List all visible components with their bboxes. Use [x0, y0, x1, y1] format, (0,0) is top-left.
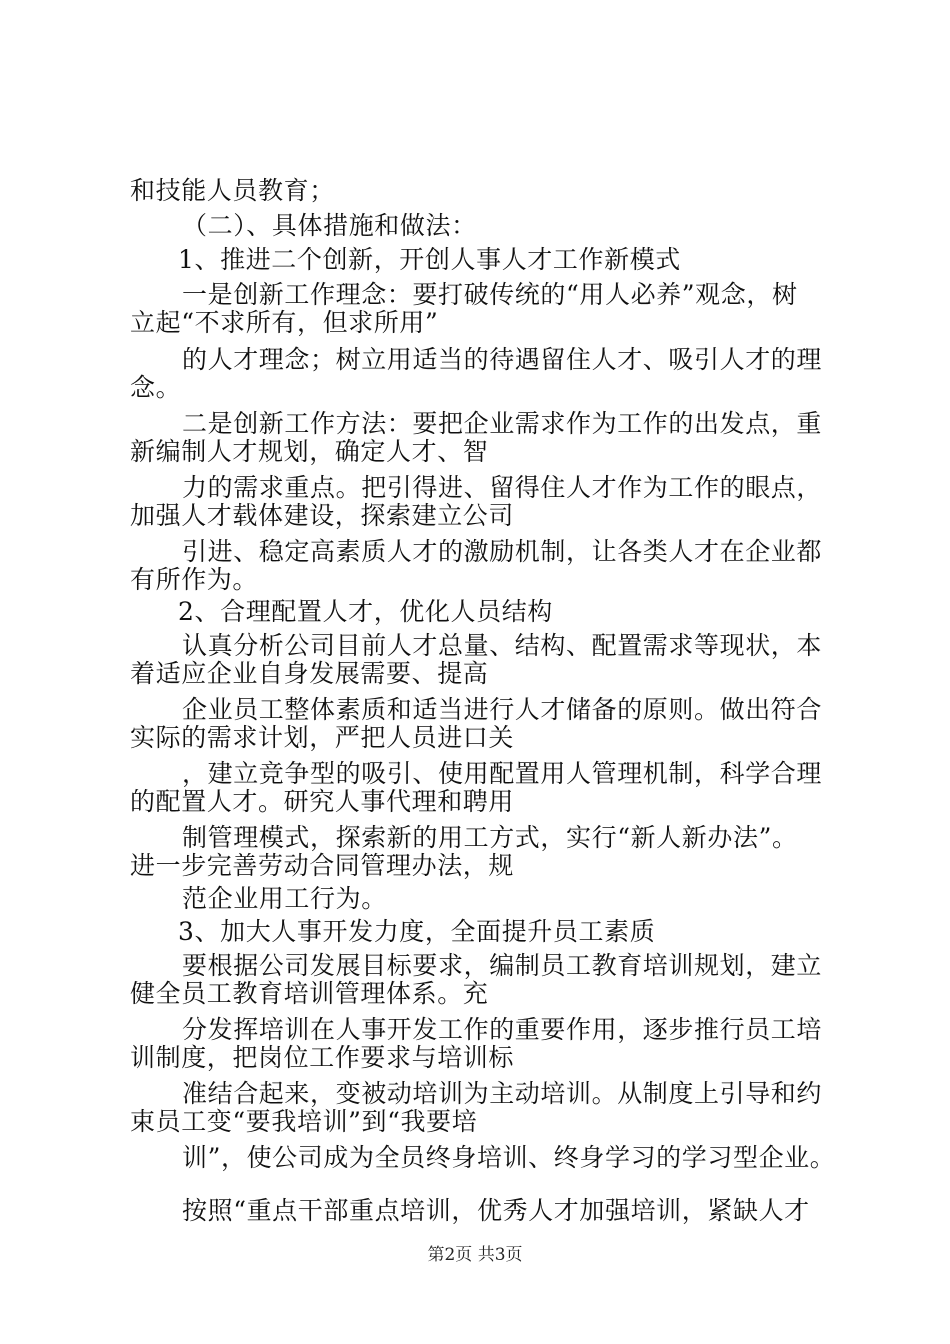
text-line: 念。: [130, 373, 182, 402]
text-line: 训”，使公司成为全员终身培训、终身学习的学习型企业。: [182, 1143, 836, 1172]
text-line: 健全员工教育培训管理体系。充: [130, 979, 489, 1008]
text-line: 力的需求重点。把引得进、留得住人才作为工作的眼点，: [182, 473, 823, 502]
text-line: 二是创新工作方法：要把企业需求作为工作的出发点，重: [182, 409, 823, 438]
text-line: 着适应企业自身发展需要、提高: [130, 659, 489, 688]
section-heading: （二）、具体措施和做法：: [182, 211, 477, 240]
text-line: 进一步完善劳动合同管理办法，规: [130, 851, 515, 880]
text-line: 认真分析公司目前人才总量、结构、配置需求等现状，本: [182, 631, 823, 660]
text-line: 的人才理念；树立用适当的待遇留住人才、吸引人才的理: [182, 345, 823, 374]
text-line: 引进、稳定高素质人才的激励机制，让各类人才在企业都: [182, 537, 823, 566]
text-line: 要根据公司发展目标要求，编制员工教育培训规划，建立: [182, 951, 823, 980]
text-line: 立起“不求所有，但求所用”: [130, 308, 439, 337]
subsection-heading: 3、加大人事开发力度，全面提升员工素质: [178, 917, 656, 946]
text-line: 制管理模式，探索新的用工方式，实行“新人新办法”。: [182, 823, 798, 852]
text-line: 范企业用工行为。: [182, 884, 387, 913]
text-line: 训制度，把岗位工作要求与培训标: [130, 1043, 515, 1072]
text-line: 加强人才载体建设，探索建立公司: [130, 501, 515, 530]
text-line: 的配置人才。研究人事代理和聘用: [130, 787, 515, 816]
subsection-heading: 1、推进二个创新，开创人事人才工作新模式: [178, 245, 681, 274]
text-line: 一是创新工作理念：要打破传统的“用人必养”观念，树: [182, 280, 798, 309]
text-line: 准结合起来，变被动培训为主动培训。从制度上引导和约: [182, 1079, 823, 1108]
text-line: ，建立竞争型的吸引、使用配置用人管理机制，科学合理: [182, 759, 823, 788]
text-line: 有所作为。: [130, 565, 259, 594]
subsection-heading: 2、合理配置人才，优化人员结构: [178, 597, 553, 626]
text-line: 按照“重点干部重点培训，优秀人才加强培训，紧缺人才: [182, 1196, 810, 1225]
text-line: 和技能人员教育；: [130, 176, 335, 205]
page-footer: 第2页 共3页: [427, 1245, 523, 1265]
text-line: 新编制人才规划，确定人才、智: [130, 437, 489, 466]
text-line: 实际的需求计划，严把人员进口关: [130, 723, 515, 752]
text-line: 束员工变“要我培训”到“我要培: [130, 1107, 478, 1136]
text-line: 分发挥培训在人事开发工作的重要作用，逐步推行员工培: [182, 1015, 823, 1044]
text-line: 企业员工整体素质和适当进行人才储备的原则。做出符合: [182, 695, 823, 724]
